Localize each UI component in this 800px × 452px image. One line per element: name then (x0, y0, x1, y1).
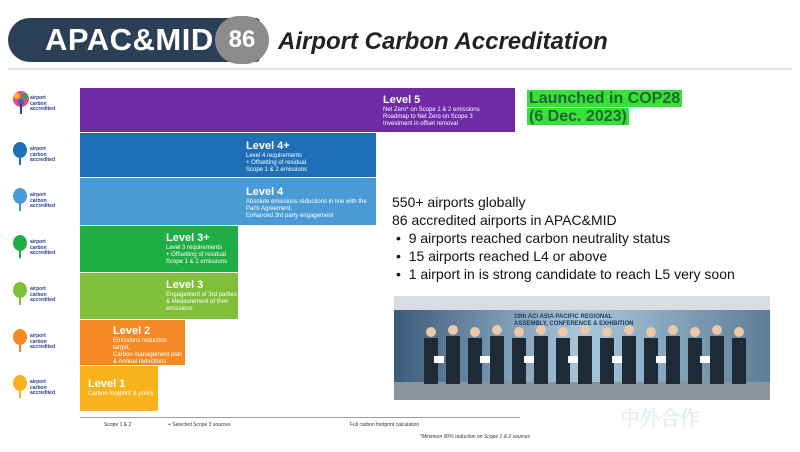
green-tree-icon (12, 234, 28, 260)
accreditation-logo-level-3 (12, 281, 58, 315)
axis-label-scope-1-2: Scope 1 & 2 (104, 422, 132, 428)
light-blue-tree-icon (12, 187, 28, 213)
lime-tree-icon (12, 281, 28, 307)
level-1-desc: Carbon footprint & policy (88, 391, 154, 397)
level-3plus-block (80, 226, 238, 272)
logo-text: airport carbon accredited (30, 146, 56, 163)
group-photo (394, 296, 770, 400)
level-3plus-name: Level 3+ (166, 232, 210, 244)
accreditation-logo-level-3plus (12, 234, 58, 268)
stats-block (392, 193, 735, 283)
stats-line-2: 86 accredited airports in APAC&MID (392, 212, 617, 228)
stats-bullet: • 9 airports reached carbon neutrality status (396, 230, 671, 246)
level-4-desc: Absolute emissions reductions in line with the Paris Agreement, Enhanced 3rd party engagement (246, 199, 367, 219)
level-4-name: Level 4 (246, 186, 284, 198)
level-2-block (80, 320, 185, 365)
watermark: 中外合作 (620, 408, 700, 430)
multicolor-tree-icon (12, 90, 30, 116)
header-label: APAC&MID (45, 22, 214, 57)
level-5-name: Level 5 (383, 94, 421, 106)
yellow-tree-icon (12, 374, 28, 400)
axis-label-full-footprint: Full carbon footprint calculation (350, 422, 420, 428)
logo-text: airport carbon accredited (30, 286, 56, 303)
logo-text: airport carbon accredited (30, 333, 56, 350)
footnote: *Minimum 90% reduction on Scope 1 & 2 sources (420, 434, 531, 440)
slide-number-badge: 86 (215, 16, 269, 64)
orange-tree-icon (12, 328, 28, 354)
stats-bullet-text: 15 airports reached L4 or above (408, 248, 608, 264)
stats-bullet: • 1 airport in is strong candidate to reach L5 very soon (396, 266, 735, 282)
accreditation-logo-level-5 (12, 90, 58, 130)
accreditation-logo-level-4plus (12, 141, 58, 175)
page-title: Airport Carbon Accreditation (278, 28, 608, 55)
blue-tree-icon (12, 141, 28, 167)
level-5-block (80, 88, 515, 132)
level-4plus-name: Level 4+ (246, 140, 290, 152)
header-divider (8, 68, 792, 70)
logo-text: airport carbon accredited (30, 192, 56, 209)
accreditation-logo-level-1 (12, 374, 58, 408)
level-3-name: Level 3 (166, 279, 204, 291)
logo-text: airport carbon accredited (30, 379, 56, 396)
cop28-line-2: (6 Dec. 2023) (529, 108, 627, 125)
level-4-block (80, 178, 376, 225)
stats-bullet-text: 1 airport in is strong candidate to reach L5 very soon (408, 266, 735, 282)
level-3-desc: Engagement of 3rd parties & Measurement of their emissions (166, 292, 237, 312)
level-4plus-desc: Level 4 requirements + Offsetting of residual Scope 1 & 2 emissions (246, 153, 308, 173)
logo-text: airport carbon accredited (30, 239, 56, 256)
level-5-desc: Net Zero* on Scope 1 & 2 emissions Roadmap to Net Zero on Scope 3 Investment in offset removal (383, 107, 480, 127)
photo-banner-text: 10th ACI ASIA PACIFIC REGIONAL ASSEMBLY, CONFERENCE & EXHIBITION (514, 314, 634, 327)
logo-text: airport carbon accredited (30, 95, 56, 112)
scope-axis-line (80, 417, 520, 418)
cop28-line-1: Launched in COP28 (529, 90, 681, 107)
accreditation-logo-level-2 (12, 328, 58, 362)
level-2-desc: Emissions reduction target, Carbon management plan & Annual reductions (113, 338, 183, 365)
level-3-block (80, 273, 238, 319)
level-3plus-desc: Level 3 requirements + Offsetting of residual Scope 1 & 2 emissions (166, 245, 228, 265)
axis-label-selected-scope-3: + Selected Scope 3 sources (168, 422, 231, 428)
stats-bullet: • 15 airports reached L4 or above (396, 248, 608, 264)
cop28-callout (527, 90, 682, 126)
level-4plus-block (80, 133, 376, 177)
stats-bullet-text: 9 airports reached carbon neutrality status (408, 230, 671, 246)
stats-line-1: 550+ airports globally (392, 194, 526, 210)
group-photo-illustration (394, 296, 770, 400)
accreditation-logo-level-4 (12, 187, 58, 221)
level-2-name: Level 2 (113, 325, 151, 337)
level-1-block (80, 366, 158, 411)
level-1-name: Level 1 (88, 378, 126, 390)
